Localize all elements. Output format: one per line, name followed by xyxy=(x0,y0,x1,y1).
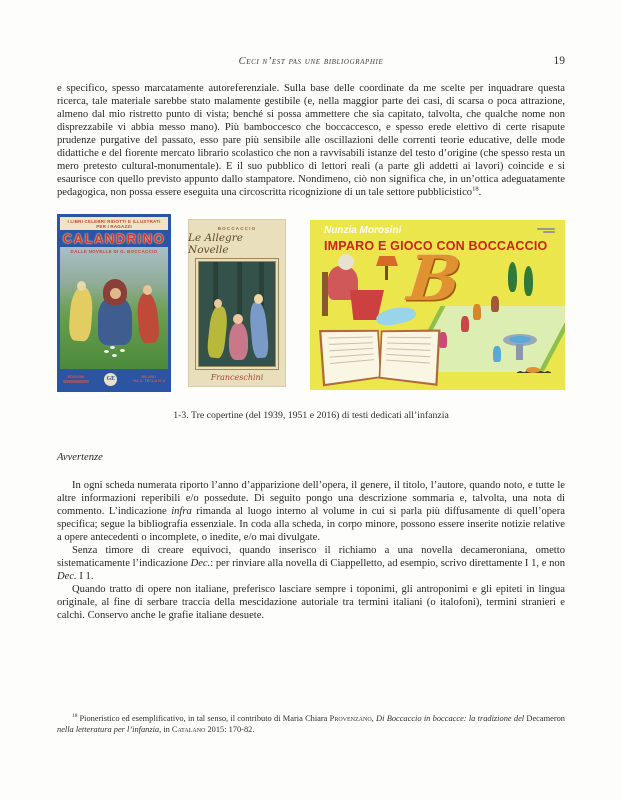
cover2-jester-left-head xyxy=(214,299,222,308)
cover1-subtitle: DALLE NOVELLE DI G. BOCCACCIO xyxy=(70,249,158,254)
figure-covers xyxy=(57,214,565,394)
footnote-title-italic: Di Boccaccio in boccacce: la tradizione del xyxy=(376,714,527,723)
open-book-icon xyxy=(319,330,382,387)
cover1-imprint-right xyxy=(133,375,165,384)
fountain-pedestal xyxy=(516,344,523,360)
cover1-publisher-logo: GE xyxy=(104,373,117,386)
avvertenze-text xyxy=(57,479,565,622)
book-cover-1951 xyxy=(188,219,286,387)
cover1-figure-left-head xyxy=(77,281,86,291)
footnote-sep: , xyxy=(371,714,377,723)
para2-text-mid: : per rinviare alla novella di Ciappelletto, ad esempio, scrivo direttamente I 1, e non xyxy=(210,558,565,569)
cover1-figure-right xyxy=(136,292,160,344)
figure-caption: 1-3. Tre copertine (del 1939, 1951 e 2016) di testi dedicati all’infanzia xyxy=(173,410,449,421)
para1-text-end: rimanda al luogo interno al volume in cui si parla più diffusamente di quell’opera specifica; segue la bibliografia essenziale. In coda alla scheda, in corpo minore, possono essere inserite notizie relative a opere antecedenti o incomplete, o inedite, e/o mai divulgate. xyxy=(57,506,565,543)
page-number: 19 xyxy=(553,55,565,67)
cover1-imprint-left xyxy=(63,375,89,384)
cover1-figure-left xyxy=(68,286,94,341)
cover3-title: IMPARO E GIOCO CON BOCCACCIO xyxy=(324,239,548,253)
cover2-title: Le Allegre Novelle xyxy=(188,232,243,256)
para1-infra-italic: infra xyxy=(171,506,192,517)
cover2-publisher: Franceschini xyxy=(210,373,264,382)
cover3-small-figure xyxy=(493,346,501,362)
footnote-pages: 2015: 170-82. xyxy=(205,724,255,734)
cypress-tree-icon xyxy=(508,262,517,292)
cover3-publisher-logo xyxy=(529,226,555,235)
cover1-series-line: I LIBRI CELEBRI RIDOTTI E ILLUSTRATI PER I RAGAZZI xyxy=(67,219,161,229)
avvertenze-paragraph-3: Quando tratto di opere non italiane, preferisco lasciare sempre i toponimi, gli antroponimi e gli epiteti in lingua originale, al fine di serbare traccia della mescidazione autoriale tra termini italiani (o italofoni), termini stranieri e calchi. Conservo anche le grafie italiane desuete. xyxy=(57,584,565,621)
para1-text: In ogni scheda numerata riporto l’anno d’apparizione dell’opera, il genere, il titolo, l’autore, quando noto, e tutte le altre informazioni reperibili e/o possedute. Di seguito pongo una descrizione sommaria e, talvolta, una nota di commento. L’indicazione xyxy=(57,480,565,517)
paragraph-text: e specifico, spesso marcatamente autoreferenziale. Sulla base delle coordinate da me scelte per inquadrare questa ricerca, tale materiale sarebbe stato malamente gestibile (e, nella maggior parte dei casi, di scarsa o poca attrazione, almeno dal mio ristretto punto di vista; benché si possa ammettere che sia capitato, talvolta, che qualche nome non disprezzabile vi abbia messo mano). Più bamboccesco che boccaccesco, e spesso erede elettivo di certe risapute prudenze purgative del passato, esso pare più sensibile alle oscillazioni delle correnti teorie educative, delle mode didattiche e del fiorente mercato librario scolastico che non a ravvisabili istanze del testo d’origine (che spesso resta un mero pretesto cultural-monumentale). E il suo pubblico di lettori reali (a parte gli addetti ai lavori) coincide e si esaurisce con quello previsto appunto dallo stampatore. Nondimeno, ciò non significa che, in un’ottica adeguatamente pedagogica, non possa essere eseguita una circoscritta ricognizione di un tale settore pubblicistico xyxy=(57,83,565,198)
cover1-title-band xyxy=(60,230,168,247)
footnote-number: 18 xyxy=(72,713,78,720)
cover3-small-figure xyxy=(491,296,499,312)
cover2-figure-center-head xyxy=(233,314,243,324)
para2-text-end: I 1. xyxy=(76,571,94,582)
page-header xyxy=(57,56,565,72)
cover1-imprint-city: MILANO xyxy=(141,374,157,379)
cover3-ornate-letter: B xyxy=(404,242,465,315)
cover2-figure-right xyxy=(249,301,270,358)
avvertenze-paragraph-2 xyxy=(57,544,565,583)
tree-trunk xyxy=(237,262,242,322)
cover2-illustration xyxy=(198,261,276,367)
goose-icon xyxy=(120,349,125,352)
running-title: Ceci n’est pas une bibliographie xyxy=(238,56,384,67)
footnote-reference: 18 xyxy=(472,185,479,193)
cover3-small-figure xyxy=(461,316,469,332)
footnote-title-italic-2: nella letteratura per l’infanzia xyxy=(57,724,160,734)
cover3-writer-head xyxy=(338,254,354,270)
para2-text: Senza timore di creare equivoci, quando inserisco il richiamo a una novella decameroniana, ometto sistematicamente l’indicazione xyxy=(57,545,565,569)
footnote xyxy=(57,714,565,736)
book-cover-1939 xyxy=(57,214,171,392)
cypress-tree-icon xyxy=(524,266,533,296)
footnote-author-smallcaps: Provenzano xyxy=(329,714,372,723)
cover3-author: Nunzia Morosini xyxy=(324,225,402,236)
main-paragraph xyxy=(57,82,565,199)
fountain-water xyxy=(509,336,531,343)
goose-icon xyxy=(110,346,115,349)
illustrator-mark xyxy=(517,366,551,380)
cover1-imprint-blur xyxy=(63,380,89,383)
footnote-cited-smallcaps: Catalano xyxy=(171,724,206,734)
section-heading-avvertenze: Avvertenze xyxy=(57,452,103,463)
cover1-illustration xyxy=(60,247,168,369)
paragraph-end: . xyxy=(478,187,482,198)
cover2-figure-center xyxy=(229,322,248,360)
cover1-figure-center-face xyxy=(110,288,121,299)
cover2-figure-right-head xyxy=(254,294,263,304)
cover1-title: CALANDRINO xyxy=(62,231,166,246)
footnote-text: Pioneristico ed esemplificativo, in tal senso, il contributo di Maria Chiara xyxy=(79,714,330,723)
lamp-shade-icon xyxy=(376,256,398,266)
goose-icon xyxy=(104,350,109,353)
avvertenze-paragraph-1 xyxy=(57,479,565,544)
cover1-imprint-band xyxy=(60,369,168,389)
goose-icon xyxy=(112,354,117,357)
footnote-in: , in xyxy=(159,724,172,734)
book-cover-2016 xyxy=(310,220,565,390)
para2-dec-italic: Dec. xyxy=(190,558,211,569)
cover1-imprint-publisher: EDIZIONI xyxy=(67,374,85,379)
cover3-small-figure xyxy=(473,304,481,320)
footnote-title-roman: Decameron xyxy=(526,714,565,723)
cover2-jester-left xyxy=(206,305,228,358)
cover2-author: BOCCACCIO xyxy=(217,226,257,231)
para2-dec-italic-2: Dec. xyxy=(57,571,77,582)
open-book-icon xyxy=(379,329,441,385)
lamp-icon xyxy=(385,266,388,280)
cover1-imprint-address: VIA S. TECLA N. 6 xyxy=(132,379,165,383)
cover1-figure-right-head xyxy=(143,285,152,295)
